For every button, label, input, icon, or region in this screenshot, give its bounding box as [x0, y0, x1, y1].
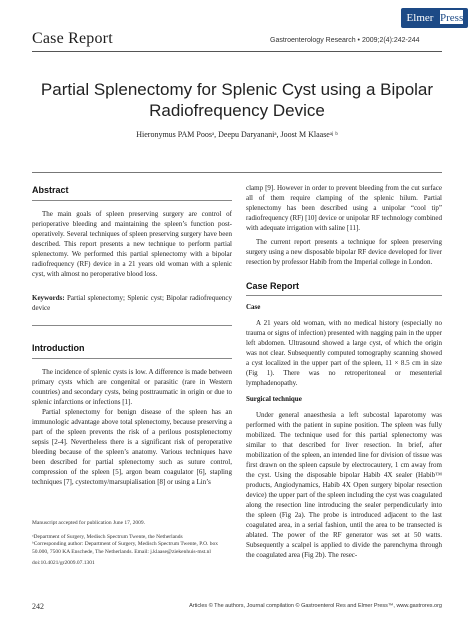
author-list: Hieronymus PAM Poosᵃ, Deepu Daryananiᵃ, Joost M Klaaseᵃʲ ᵇ [136, 130, 338, 139]
doi: doi:10.4021/gr2009.07.1301 [32, 560, 95, 566]
logo-text-elmer: Elmer [406, 12, 434, 24]
footer-copyright: Articles © The authors, Journal compilation © Gastroenterol Res and Elmer Press™, www.gastrores.org [189, 603, 442, 609]
current-report-paragraph: The current report presents a technique for spleen preserving surgery using a new disposable bipolar RF device developed for liver resection by professor Habib from the Imperial college in London. [246, 238, 442, 266]
intro-continued: clamp [9]. However in order to prevent bleeding from the cut surface all of them require clamping of the splenic hilum. Partial splenectomy has been described using a unipolar “cool tip” radiofrequency (RF) [10] device or unipolar RF technology combined with adequate irrigation with saline [11]. [246, 184, 442, 232]
keywords-label: Keywords: [32, 294, 65, 302]
case-heading: Case [246, 303, 261, 311]
introduction-heading: Introduction [32, 343, 85, 353]
case-text: A 21 years old woman, with no medical history (especially no trauma or signs of infection) presented with nagging pain in the upper left abdomen. Ultrasound showed a large cyst, of which the origin was not clear. Subsequently computed tomography scanning showed a cyst localized in the upper part of the spleen, 11 × 8.5 cm in size (Fig 1). There was no retroperitoneal or mesenterial lymphadenopathy. [246, 319, 442, 387]
abstract-section [32, 185, 232, 326]
manuscript-accepted: Manuscript accepted for publication June 17, 2009. [32, 520, 146, 526]
corresponding-author: ᵇCorresponding author: Department of Surgery, Medisch Spectrum Twente, P.O. box 50.000, 7500 KA Enschede, The Netherlands. Email: j.klaase@ziekenhuis-mst.nl [32, 541, 219, 555]
page-number: 242 [32, 602, 44, 611]
case-report-heading: Case Report [246, 281, 300, 291]
abstract-heading: Abstract [32, 185, 69, 195]
keywords [32, 293, 232, 313]
abstract-end-rule [32, 325, 232, 326]
introduction-rule [32, 358, 232, 359]
case-report-rule [246, 295, 442, 296]
header-rule [32, 51, 442, 52]
right-column [246, 183, 442, 560]
surgical-technique-text: Under general anaesthesia a left subcostal laparotomy was performed with the patient in supine position. The spleen was fully mobilized. The technique used for this partial splenectomy was similar to that described for liver resection. In brief, after mobilization of the spleen, an intended line for division of tissue was first drawn on the spleen capsule by electrocautery, 1 cm away from the cyst. Using the disposable bipolar Habib 4X sealer (Habib™ products, Angiodynamics, Habib 4X Open surgery bipolar resection device) the upper part of the spleen including the cyst was coagulated along the resection line introducing the sealer perpendicularly into the spleen (Fig 2a). The probe is introduced adjacent to the last coagulated area, in a serial fashion, until the area to be transected is ablated. The power of the RF generator was set at 50 watts. Subsequently a scalpel is applied to divide the parenchyma through the coagulated area (Fig 2b). The resec- [246, 411, 442, 559]
logo-text-press: Press [440, 12, 464, 24]
keywords-text: Partial splenectomy; Splenic cyst; Bipolar radiofrequency device [32, 294, 232, 312]
abstract-text: The main goals of spleen preserving surgery are control of perioperative bleeding and maintaining the spleen’s function post-operatively. Several techniques of spleen preserving surgery have been described. This report presents a new technique to perform partial splenectomy. We performed this partial splenectomy with a bipolar radiofrequency (RF) device in a 21 years old woman with a splenic cyst, with almost no peroperative blood loss. [32, 210, 232, 278]
footnotes [32, 520, 232, 568]
introduction-section [32, 343, 232, 487]
abstract-rule [32, 200, 232, 201]
journal-citation: Gastroenterology Research • 2009;2(4):242-244 [270, 37, 420, 44]
introduction-paragraph-1: The incidence of splenic cysts is low. A difference is made between primary cysts which are congenital or parasitic (rare in Western countries) and secondary cysts, being posttraumatic in origin or due to splenic infarctions or infections [1]. [32, 368, 232, 406]
section-label: Case Report [32, 30, 113, 47]
article-title: Partial Splenectomy for Splenic Cyst using a Bipolar Radiofrequency Device [40, 80, 434, 120]
surgical-technique-heading: Surgical technique [246, 395, 302, 403]
introduction-paragraph-2: Partial splenectomy for benign disease of the spleen has an immunologic advantage above total splenectomy, because preserving a part of the spleen prevents the risk of a perilous postsplenectomy sepsis [2-4]. Nevertheless there is a significant risk of peroperative bleeding because of the spleen’s anatomy. Various techniques have been described for partial splenectomy such as suture control, compression of the spleen [5], argon beam coagulator [6], stapling techniques [7], cystectomy/marsupialisation [8] or using a Lin’s [32, 408, 232, 486]
title-rule [32, 172, 442, 173]
affiliation-a: ᵃDepartment of Surgery, Medisch Spectrum Twente, the Netherlands [32, 533, 183, 540]
